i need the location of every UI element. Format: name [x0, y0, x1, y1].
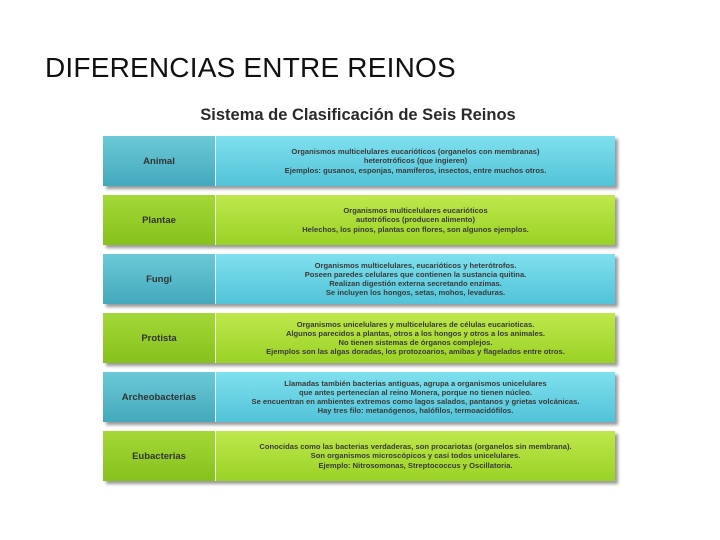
description-line: que antes pertenecían al reino Monera, porque no tienen núcleo. [299, 387, 532, 397]
description-line: No tienen sistemas de órganos complejos. [338, 338, 493, 347]
classification-figure [100, 98, 620, 486]
description-line: heterotróficos (que ingieren) [363, 156, 468, 166]
slide-title: DIFERENCIAS ENTRE REINOS [45, 52, 456, 83]
kingdom-description [216, 254, 615, 304]
kingdom-row-archeobacterias [103, 372, 615, 422]
description-line: Realizan digestión externa secretando enzimas. [329, 279, 502, 288]
kingdom-description [216, 195, 615, 245]
kingdom-description [216, 136, 615, 186]
description-line: Ejemplo: Nitrosomonas, Streptococcus y Oscillatoria. [318, 460, 513, 470]
description-line: Ejemplos: gusanos, esponjas, mamíferos, insectos, entre muchos otros. [284, 165, 547, 175]
kingdom-row-fungi [103, 254, 615, 304]
description-line: Ejemplos son las algas doradas, los protozoarios, amibas y flagelados entre otros. [266, 347, 565, 357]
kingdom-description [216, 372, 615, 422]
description-line: Llamadas también bacterias antiguas, agrupa a organismos unicelulares [284, 378, 547, 388]
description-line: Organismos multicelulares eucarióticos (organelos con membranas) [291, 147, 540, 157]
description-line: Helechos, los pinos, plantas con flores, son algunos ejemplos. [302, 224, 529, 234]
kingdom-row-protista [103, 313, 615, 363]
kingdom-name: Fungi [103, 254, 216, 304]
kingdom-row-animal [103, 136, 615, 186]
kingdom-name: Protista [103, 313, 216, 363]
kingdom-row-eubacterias [103, 431, 615, 481]
description-line: Poseen paredes celulares que contienen la sustancia quitina. [304, 269, 527, 279]
kingdom-description [216, 313, 615, 363]
description-line: Conocidas como las bacterias verdaderas, son procariotas (organelos sin membrana). [259, 442, 572, 452]
description-line: Algunos parecidos a plantas, otros a los hongos y otros a los animales. [285, 328, 546, 338]
description-line: Organismos unicelulares y multicelulares de células eucarioticas. [296, 319, 535, 329]
description-line: Organismos multicelulares, eucarióticos y heterótrofos. [314, 260, 517, 270]
description-line: Son organismos microscópicos y casi todos unicelulares. [310, 451, 521, 461]
description-line: Organismos multicelulares eucarióticos [343, 206, 488, 216]
figure-title: Sistema de Clasificación de Seis Reinos [200, 106, 516, 124]
kingdom-name: Animal [103, 136, 216, 186]
description-line: autotróficos (producen alimento) [356, 215, 475, 225]
kingdom-name: Plantae [103, 195, 216, 245]
kingdom-name: Eubacterias [103, 431, 216, 481]
kingdom-name: Archeobacterias [103, 372, 216, 422]
description-line: Hay tres filo: metanógenos, halófilos, termoacidófilos. [317, 406, 514, 416]
kingdom-row-plantae [103, 195, 615, 245]
description-line: Se incluyen los hongos, setas, mohos, levaduras. [325, 288, 506, 298]
kingdom-description [216, 431, 615, 481]
description-line: Se encuentran en ambientes extremos como lagos salados, pantanos y grietas volcánicas. [251, 397, 580, 406]
